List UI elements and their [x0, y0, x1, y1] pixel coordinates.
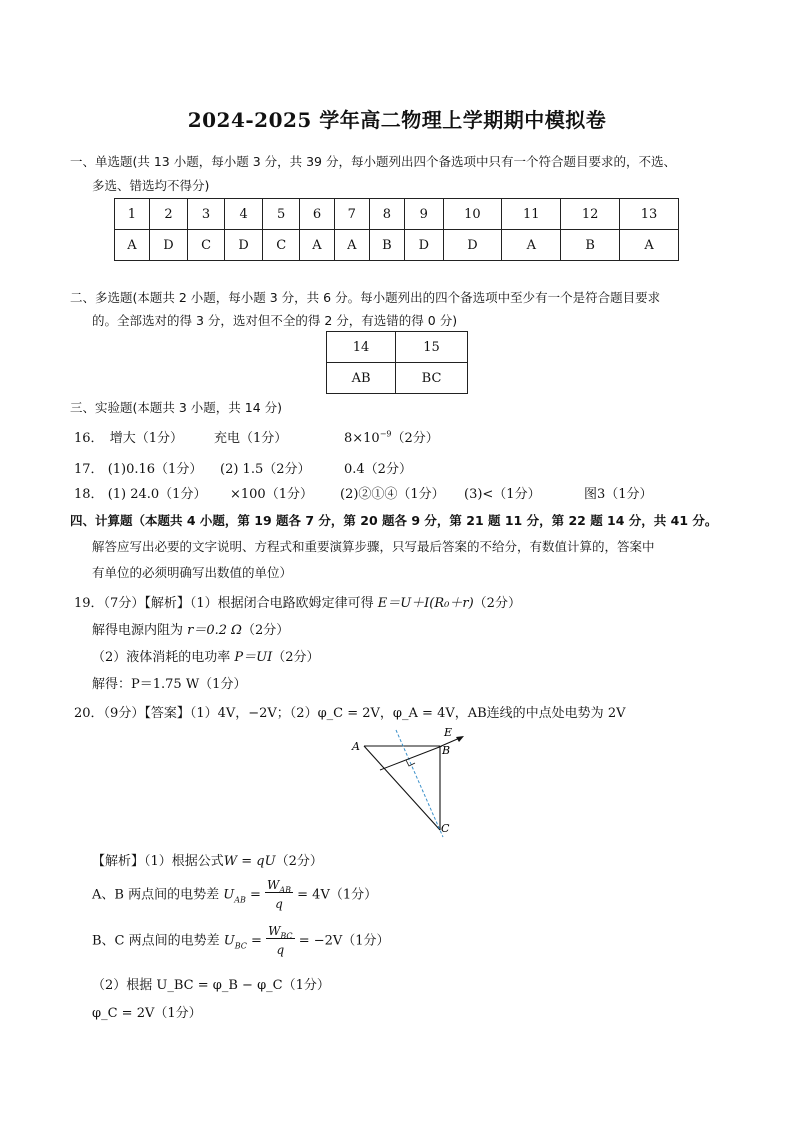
- answer-cell: C: [263, 230, 300, 261]
- answer-cell: A: [620, 230, 679, 261]
- question-number-cell: 14: [327, 332, 396, 363]
- question-number-cell: 5: [263, 199, 300, 230]
- q18-answer-d: (3)<（1分）: [464, 487, 541, 502]
- section1-heading-line2: 多选、错选均不得分): [92, 178, 210, 193]
- multi-choice-answer-table: [326, 331, 468, 394]
- section4-heading-line1: 四、计算题（本题共 4 小题，第 19 题各 7 分，第 20 题各 9 分，第 21 题 11 分，第 22 题 14 分，共 41 分。: [70, 513, 718, 528]
- vertex-label-c: C: [441, 822, 450, 835]
- q16-number: 16．: [74, 431, 104, 446]
- q20-part2-line: （2）根据 U_BC = φ_B − φ_C（1分）: [92, 978, 330, 993]
- question-number-row: [327, 332, 468, 363]
- page-title: 2024-2025 学年高二物理上学期期中模拟卷: [187, 108, 607, 132]
- vertex-label-a: A: [352, 740, 360, 753]
- q16-answer-c: $8\times 10^{-9}(2$分）: [344, 429, 439, 446]
- segment-ac: [364, 746, 440, 830]
- q18-line: [74, 483, 653, 502]
- question-number-cell: 2: [149, 199, 187, 230]
- q18-number: 18．: [74, 487, 104, 502]
- question-number-cell: 10: [443, 199, 502, 230]
- section2-heading-line1: 二、多选题(本题共 2 小题，每小题 3 分，共 6 分。每小题列出的四个备选项中至少有一个是符合题目要求: [70, 290, 661, 305]
- section3-heading: 三、实验题(本题共 3 小题，共 14 分): [70, 400, 283, 415]
- q18-answer-b: ×100（1分）: [230, 487, 313, 502]
- section4-heading-line3: 有单位的必须明确写出数值的单位）: [92, 565, 293, 580]
- answer-cell: A: [115, 230, 150, 261]
- q20-answer-line: 20．（9分）【答案】（1）4V，−2V；（2）φ_C = 2V，φ_A = 4V，AB连线的中点处电势为 2V: [74, 706, 626, 721]
- question-number-row: [115, 199, 679, 230]
- q16-answer-b: 充电（1分）: [214, 431, 288, 446]
- question-number-cell: 8: [369, 199, 404, 230]
- q20-uab-line: A、B 两点间的电势差 $U_{AB} = \frac{W_{AB}}{q} = 4V(1$分）: [92, 878, 378, 912]
- vertex-label-b: B: [442, 744, 451, 757]
- question-number-cell: 1: [115, 199, 150, 230]
- q17-answer-c: 0.4（2分）: [344, 462, 412, 477]
- q19-line2: 解得电源内阻为 r＝0.2 Ω（2分）: [92, 623, 290, 638]
- answer-cell: A: [334, 230, 369, 261]
- question-number-cell: 12: [561, 199, 620, 230]
- q17-answer-b: (2) 1.5（2分）: [220, 462, 311, 477]
- section4-heading-line2: 解答应写出必要的文字说明、方程式和重要演算步骤，只写最后答案的不给分，有数值计算的，答案中: [92, 539, 655, 554]
- question-number-cell: 13: [620, 199, 679, 230]
- question-number-cell: 7: [334, 199, 369, 230]
- answer-cell: A: [502, 230, 561, 261]
- answer-cell: A: [300, 230, 335, 261]
- q16-answer-a: 增大（1分）: [109, 431, 183, 446]
- answer-cell: AB: [327, 363, 396, 394]
- q20-ubc-line: B、C 两点间的电势差 $U_{BC} = \frac{W_{BC}}{q} = -2V(1$分）: [92, 924, 390, 958]
- q17-number: 17．: [74, 462, 104, 477]
- answer-cell: B: [561, 230, 620, 261]
- q18-answer-e: 图3（1分）: [584, 487, 653, 502]
- answer-cell: BC: [396, 363, 468, 394]
- field-label-e: E: [444, 726, 453, 739]
- answer-cell: D: [149, 230, 187, 261]
- q17-line: [74, 458, 412, 477]
- q19-line4: 解得：P＝1.75 W（1分）: [92, 677, 247, 692]
- uab-fraction: $\frac{W_{AB}}{q}$: [267, 878, 292, 912]
- q20-analysis-line: 【解析】（1）根据公式W = qU（2分）: [92, 854, 323, 869]
- q18-answer-a: (1) 24.0（1分）: [107, 487, 207, 502]
- question-number-cell: 4: [224, 199, 262, 230]
- q19-line3: （2）液体消耗的电功率 P＝UI（2分）: [92, 650, 320, 665]
- question-number-cell: 6: [300, 199, 335, 230]
- section2-heading-line2: 的。全部选对的得 3 分，选对但不全的得 2 分，有选错的得 0 分): [92, 313, 458, 328]
- question-number-cell: 9: [405, 199, 443, 230]
- triangle-field-diagram: [340, 725, 470, 840]
- question-number-cell: 15: [396, 332, 468, 363]
- field-arrow-head: [456, 736, 464, 742]
- q20-part2-result: φ_C = 2V（1分）: [92, 1006, 202, 1021]
- q16-line: [74, 427, 439, 446]
- section1-heading-line1: 一、单选题(共 13 小题，每小题 3 分，共 39 分，每小题列出四个备选项中只有一个符合题目要求的，不选、: [70, 154, 676, 169]
- question-number-cell: 11: [502, 199, 561, 230]
- q18-answer-c: (2)②①④（1分）: [340, 487, 445, 502]
- answer-cell: D: [405, 230, 443, 261]
- answer-row: [327, 363, 468, 394]
- ubc-fraction: $\frac{W_{BC}}{q}$: [268, 924, 293, 958]
- answer-cell: D: [443, 230, 502, 261]
- answer-cell: B: [369, 230, 404, 261]
- q19-line1: 19．（7分）【解析】（1）根据闭合电路欧姆定律可得 E＝U＋I(R₀＋r)（2分）: [74, 596, 521, 611]
- single-choice-answer-table: [114, 198, 679, 261]
- q17-answer-a: (1)0.16（1分）: [107, 462, 203, 477]
- answer-cell: D: [224, 230, 262, 261]
- question-number-cell: 3: [188, 199, 225, 230]
- answer-row: [115, 230, 679, 261]
- answer-cell: C: [188, 230, 225, 261]
- field-line: [380, 746, 442, 770]
